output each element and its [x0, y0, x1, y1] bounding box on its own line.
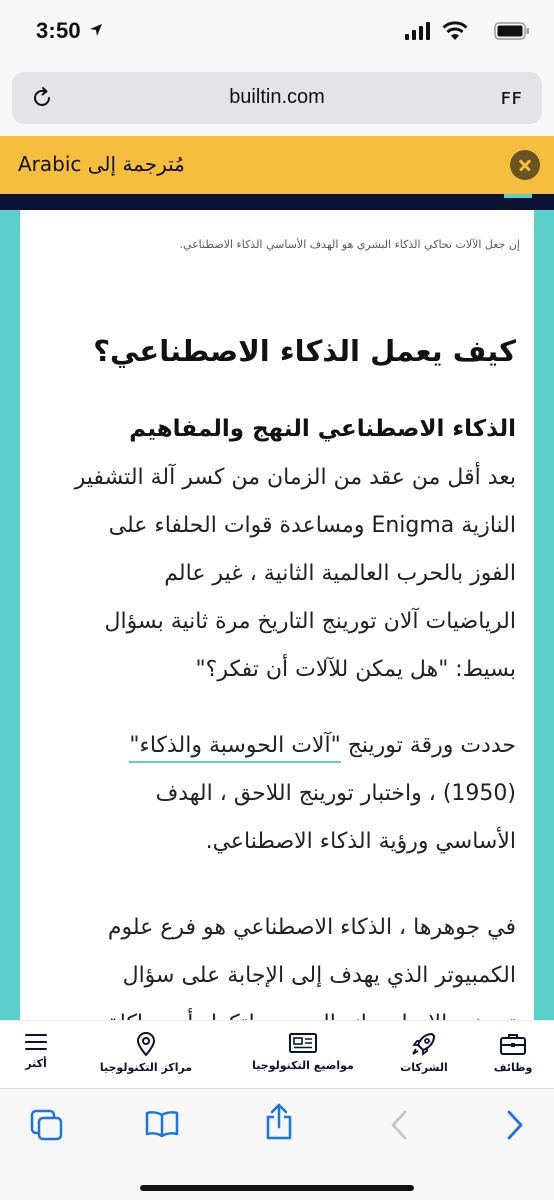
- page-frame-left: [0, 210, 20, 1020]
- battery-icon: [494, 22, 530, 40]
- paragraph-intro: [32, 454, 516, 694]
- translation-banner[interactable]: [0, 136, 554, 194]
- status-bar: [0, 0, 554, 66]
- clock-time: 3:50: [36, 18, 81, 43]
- nav-companies[interactable]: [386, 1021, 462, 1089]
- share-icon[interactable]: [264, 1103, 294, 1141]
- nav-jobs-label: وظائف: [493, 1061, 533, 1074]
- bookmarks-icon[interactable]: [144, 1109, 180, 1139]
- address-bar[interactable]: [12, 72, 542, 124]
- map-pin-icon: [134, 1031, 158, 1057]
- paragraph-line: الرياضيات آلان تورينج التاريخ مرة ثانية بسؤال: [104, 609, 516, 634]
- nav-tech-hubs[interactable]: [84, 1021, 208, 1089]
- paragraph-line: النازية Enigma ومساعدة قوات الحلفاء على: [108, 513, 516, 538]
- briefcase-icon: [499, 1031, 527, 1057]
- paragraph-turing-paper: [32, 722, 516, 866]
- paragraph-text: حددت ورقة تورينج: [340, 733, 516, 758]
- signal-icon: [405, 22, 431, 40]
- nav-tech-hubs-label: مراكز التكنولوجيا: [99, 1061, 193, 1074]
- paragraph-line: الأساسي ورؤية الذكاء الاصطناعي.: [205, 829, 516, 854]
- url-text[interactable]: builtin.com: [229, 86, 325, 108]
- site-bottom-nav: [0, 1020, 554, 1088]
- page-frame-right: [534, 210, 554, 1020]
- nav-more[interactable]: [10, 1021, 62, 1089]
- location-arrow-icon: [88, 22, 104, 38]
- browser-toolbar: [0, 1088, 554, 1200]
- section-heading: كيف يعمل الذكاء الاصطناعي؟: [93, 334, 516, 368]
- article-body: [20, 210, 534, 1020]
- text-size-button[interactable]: ꜰꜰ: [500, 85, 522, 110]
- nav-jobs[interactable]: [480, 1021, 546, 1089]
- paragraph-line: الفوز بالحرب العالمية الثانية ، غير عالم: [164, 561, 516, 586]
- tabs-icon[interactable]: [30, 1109, 64, 1141]
- header-accent: [504, 194, 532, 198]
- paragraph-line: في جوهرها ، الذكاء الاصطناعي هو فرع علوم: [107, 915, 516, 940]
- paragraph-line: بعد أقل من عقد من الزمان من كسر آلة التشفير: [74, 465, 516, 490]
- nav-companies-label: الشركات: [400, 1061, 448, 1074]
- close-icon[interactable]: [510, 150, 540, 180]
- forward-icon[interactable]: [502, 1109, 526, 1141]
- back-icon[interactable]: [388, 1109, 412, 1141]
- image-caption: إن جعل الآلات تحاكي الذكاء البشري هو الهدف الأساسي الذكاء الاصطناعي.: [179, 238, 520, 251]
- newspaper-icon: [288, 1031, 318, 1055]
- turing-paper-link[interactable]: "آلات الحوسبة والذكاء": [129, 733, 340, 763]
- paragraph-line: (1950) ، واختبار تورينج اللاحق ، الهدف: [155, 781, 516, 806]
- paragraph-line: [32, 722, 516, 770]
- nav-tech-topics[interactable]: [228, 1021, 378, 1089]
- paragraph-line: بسيط: "هل يمكن للآلات أن تفكر؟": [195, 657, 516, 682]
- paragraph-line: الكمبيوتر الذي يهدف إلى الإجابة على سؤال: [122, 963, 516, 988]
- nav-more-label: أكثر: [25, 1057, 47, 1070]
- menu-icon: [23, 1031, 49, 1053]
- site-header-strip: [0, 194, 554, 210]
- wifi-icon: [442, 21, 468, 41]
- browser-chrome: [0, 66, 554, 136]
- nav-tech-topics-label: مواضيع التكنولوجيا: [252, 1059, 354, 1072]
- section-subheading: الذكاء الاصطناعي النهج والمفاهيم: [129, 416, 516, 442]
- home-indicator: [140, 1185, 414, 1191]
- rocket-icon: [410, 1031, 438, 1057]
- translation-status-text: Arabic مُترجمة إلى: [18, 152, 185, 176]
